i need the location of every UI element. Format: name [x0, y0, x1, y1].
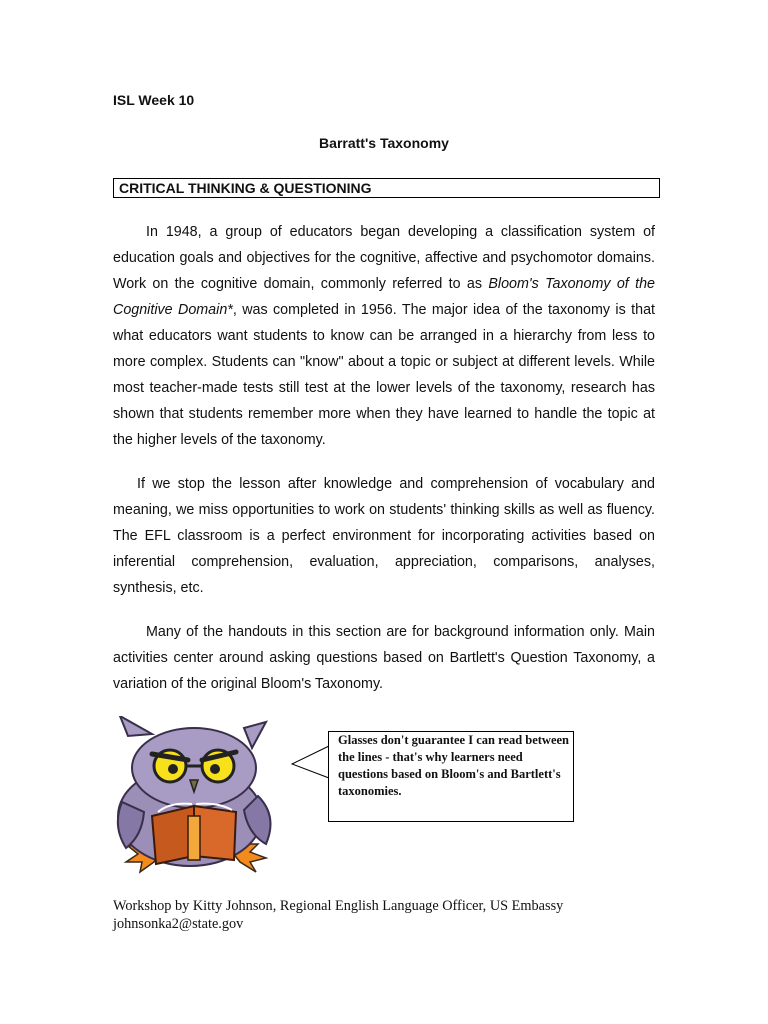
footer-email: johnsonka2@state.gov: [113, 916, 244, 932]
section-heading: CRITICAL THINKING & QUESTIONING: [113, 178, 660, 198]
footer-credit: Workshop by Kitty Johnson, Regional English Language Officer, US Embassy: [113, 898, 564, 914]
blooms-taxonomy-title: Bloom's Taxonomy of the Cognitive Domain*: [113, 276, 655, 318]
week-label: ISL Week 10: [113, 92, 195, 108]
footer: [113, 897, 673, 933]
paragraph-intro-part-a: In 1948, a group of educators began developing a classification system of education goals and objectives for the cognitive, affective and psychomotor domains. Work on the cognitive domain, commonly referred to as: [113, 224, 655, 292]
speech-bubble: [328, 731, 574, 822]
speech-bubble-text: Glasses don't guarantee I can read between the lines - that's why learners need questions based on Bloom's and Bartlett's taxonomies.: [338, 733, 570, 798]
speech-bubble-tail: [290, 744, 330, 780]
owl-reading-book-icon: [108, 716, 288, 876]
paragraph-handouts: Many of the handouts in this section are for background information only. Main activities center around asking questions based on Bartlett's Question Taxonomy, a variation of the original Bloom's Taxonomy.: [113, 624, 655, 692]
paragraph-intro: [113, 219, 655, 453]
paragraph-intro-part-b: , was completed in 1956. The major idea of the taxonomy is that what educators want students to know can be arranged in a hierarchy from less to more complex. Students can "know" about a topic or subject at different levels. While most teacher-made tests still test at the lower levels of the taxonomy, research has shown that students remember more when they have learned to handle the topic at the higher levels of the taxonomy.: [113, 302, 656, 448]
paragraph-lesson: If we stop the lesson after knowledge and comprehension of vocabulary and meaning, we miss opportunities to work on students' thinking skills as well as fluency. The EFL classroom is a perfect environment for incorporating activities based on inferential comprehension, evaluation, appreciation, comparisons, analyses, synthesis, etc.: [113, 476, 655, 596]
page-title: Barratt's Taxonomy: [319, 135, 449, 151]
